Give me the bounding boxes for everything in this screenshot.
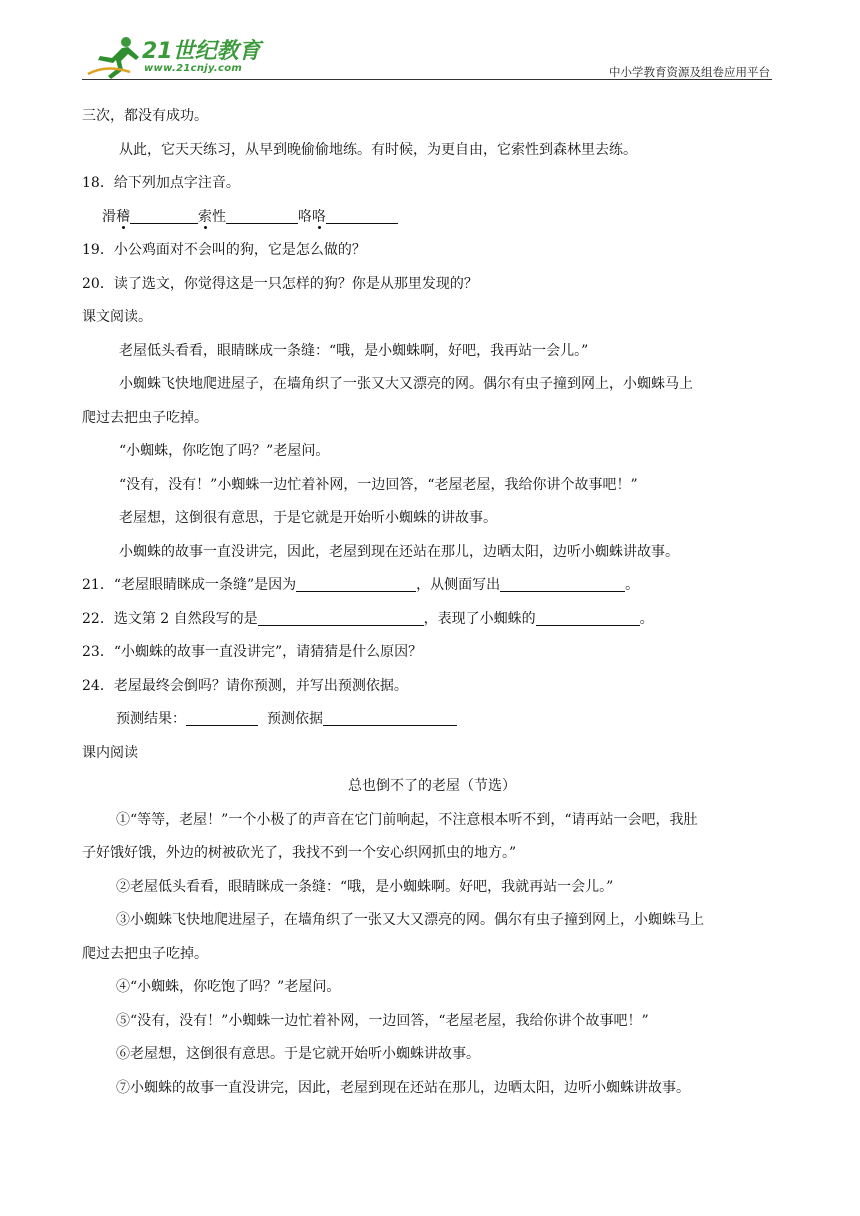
paragraph-4 [82,971,782,1005]
paragraph-3 [82,904,782,938]
question-text: ，表现了小蜘蛛的 [423,610,536,627]
answer-blank[interactable] [536,611,640,626]
answer-blank[interactable] [323,711,457,726]
platform-name: 中小学教育资源及组卷应用平台 [609,65,770,79]
section-heading: 课文阅读。 [82,309,152,325]
answer-blank[interactable] [326,209,398,224]
paragraph-7 [82,1072,782,1106]
text-line: 小蜘蛛飞快地爬进屋子，在墙角织了一张又大又漂亮的网。偶尔有虫子撞到网上，小蜘蛛马上 [130,912,704,928]
question-21 [82,569,782,603]
question-text: 预测依据 [267,711,323,727]
text-line: 小蜘蛛飞快地爬进屋子，在墙角织了一张又大又漂亮的网。偶尔有虫子撞到网上，小蜘蛛马上 [119,376,693,392]
answer-blank[interactable] [500,577,625,592]
dotted-char: 索 [198,208,212,225]
text-line: 爬过去把虫子吃掉。 [82,945,208,962]
paragraph-number: ① [116,811,130,828]
question-23: 23．“小蜘蛛的故事一直没讲完”，请猜猜是什么原因？ [82,644,423,660]
passage-title: 总也倒不了的老屋（节选） [348,778,516,794]
paragraph-number: ② [116,878,130,895]
document-body [82,100,782,1105]
paragraph-number: ⑥ [116,1046,130,1062]
answer-blank[interactable] [258,611,424,626]
text-line: 子好饿好饿，外边的树被砍光了，我找不到一个安心织网抓虫的地方。” [82,845,517,861]
text-line: 小蜘蛛的故事一直没讲完，因此，老屋到现在还站在那儿，边晒太阳，边听小蜘蛛讲故事。 [130,1079,690,1096]
runner-logo-icon [86,34,146,80]
text-line: 老屋想，这倒很有意思，于是它就是开始听小蜘蛛的讲故事。 [119,510,497,526]
section-heading: 课内阅读 [82,744,138,761]
question-text: 。 [625,577,640,593]
question-19: 19．小公鸡面对不会叫的狗，它是怎么做的？ [82,242,366,258]
dotted-char: 咯 [312,208,326,225]
paragraph-number: ③ [116,912,130,928]
site-logo [86,34,261,80]
dotted-char: 稽 [116,208,130,225]
question-text: 21．“老屋眼睛眯成一条缝”是因为 [82,577,297,593]
question-18-items [82,201,782,235]
text-line: 从此，它天天练习，从早到晚偷偷地练。有时候，为更自由，它索性到森林里去练。 [119,141,637,158]
paragraph-number: ⑤ [116,1012,130,1029]
question-24: 24．老屋最终会倒吗？请你预测，并写出预测依据。 [82,677,408,694]
text-line: “小蜘蛛，你吃饱了吗？”老屋问。 [130,979,341,995]
question-text: 。 [639,610,654,627]
question-20: 20．读了选文，你觉得这是一只怎样的狗？你是从那里发现的？ [82,275,478,292]
text-line: “小蜘蛛，你吃饱了吗？”老屋问。 [119,443,330,459]
text-line: 老屋低头看看，眼睛眯成一条缝：“哦，是小蜘蛛啊。好吧，我就再站一会儿。” [130,878,614,895]
text-line: 老屋想，这倒很有意思。于是它就开始听小蜘蛛讲故事。 [130,1046,480,1062]
paragraph-1 [82,804,782,838]
paragraph-2 [82,871,782,905]
paragraph-6 [82,1038,782,1072]
header-divider [82,79,772,80]
answer-blank[interactable] [296,577,416,592]
word-char: 咯 [298,208,312,225]
text-line: “等等，老屋！”一个小极了的声音在它门前响起，不注意根本听不到，“请再站一会吧，我肚 [130,811,698,828]
page-header [0,0,860,90]
question-text: ，从侧面写出 [416,577,501,593]
text-line: 老屋低头看看，眼睛眯成一条缝：“哦，是小蜘蛛啊，好吧，我再站一会儿。” [119,342,589,359]
question-24-answers [82,703,782,737]
text-line: “没有，没有！”小蜘蛛一边忙着补网，一边回答，“老屋老屋，我给你讲个故事吧！” [119,476,638,493]
paragraph-number: ⑦ [116,1079,130,1096]
text-line: 小蜘蛛的故事一直没讲完，因此，老屋到现在还站在那儿，边晒太阳，边听小蜘蛛讲故事。 [119,543,679,560]
answer-blank[interactable] [130,209,198,224]
paragraph-5 [82,1005,782,1039]
question-text: 22．选文第 2 自然段写的是 [82,610,258,627]
logo-title: 21世纪教育 [142,39,261,64]
word-char: 滑 [102,208,116,225]
text-line: 三次，都没有成功。 [82,108,208,124]
logo-url: www.21cnjy.com [144,63,243,74]
question-22 [82,603,782,637]
question-text: 预测结果： [116,711,186,727]
text-line: 爬过去把虫子吃掉。 [82,409,208,426]
answer-blank[interactable] [186,711,258,726]
paragraph-number: ④ [116,979,130,995]
answer-blank[interactable] [226,209,298,224]
text-line: “没有，没有！”小蜘蛛一边忙着补网，一边回答，“老屋老屋，我给你讲个故事吧！” [130,1012,649,1029]
word-char: 性 [212,208,226,225]
question-18: 18．给下列加点字注音。 [82,175,240,191]
